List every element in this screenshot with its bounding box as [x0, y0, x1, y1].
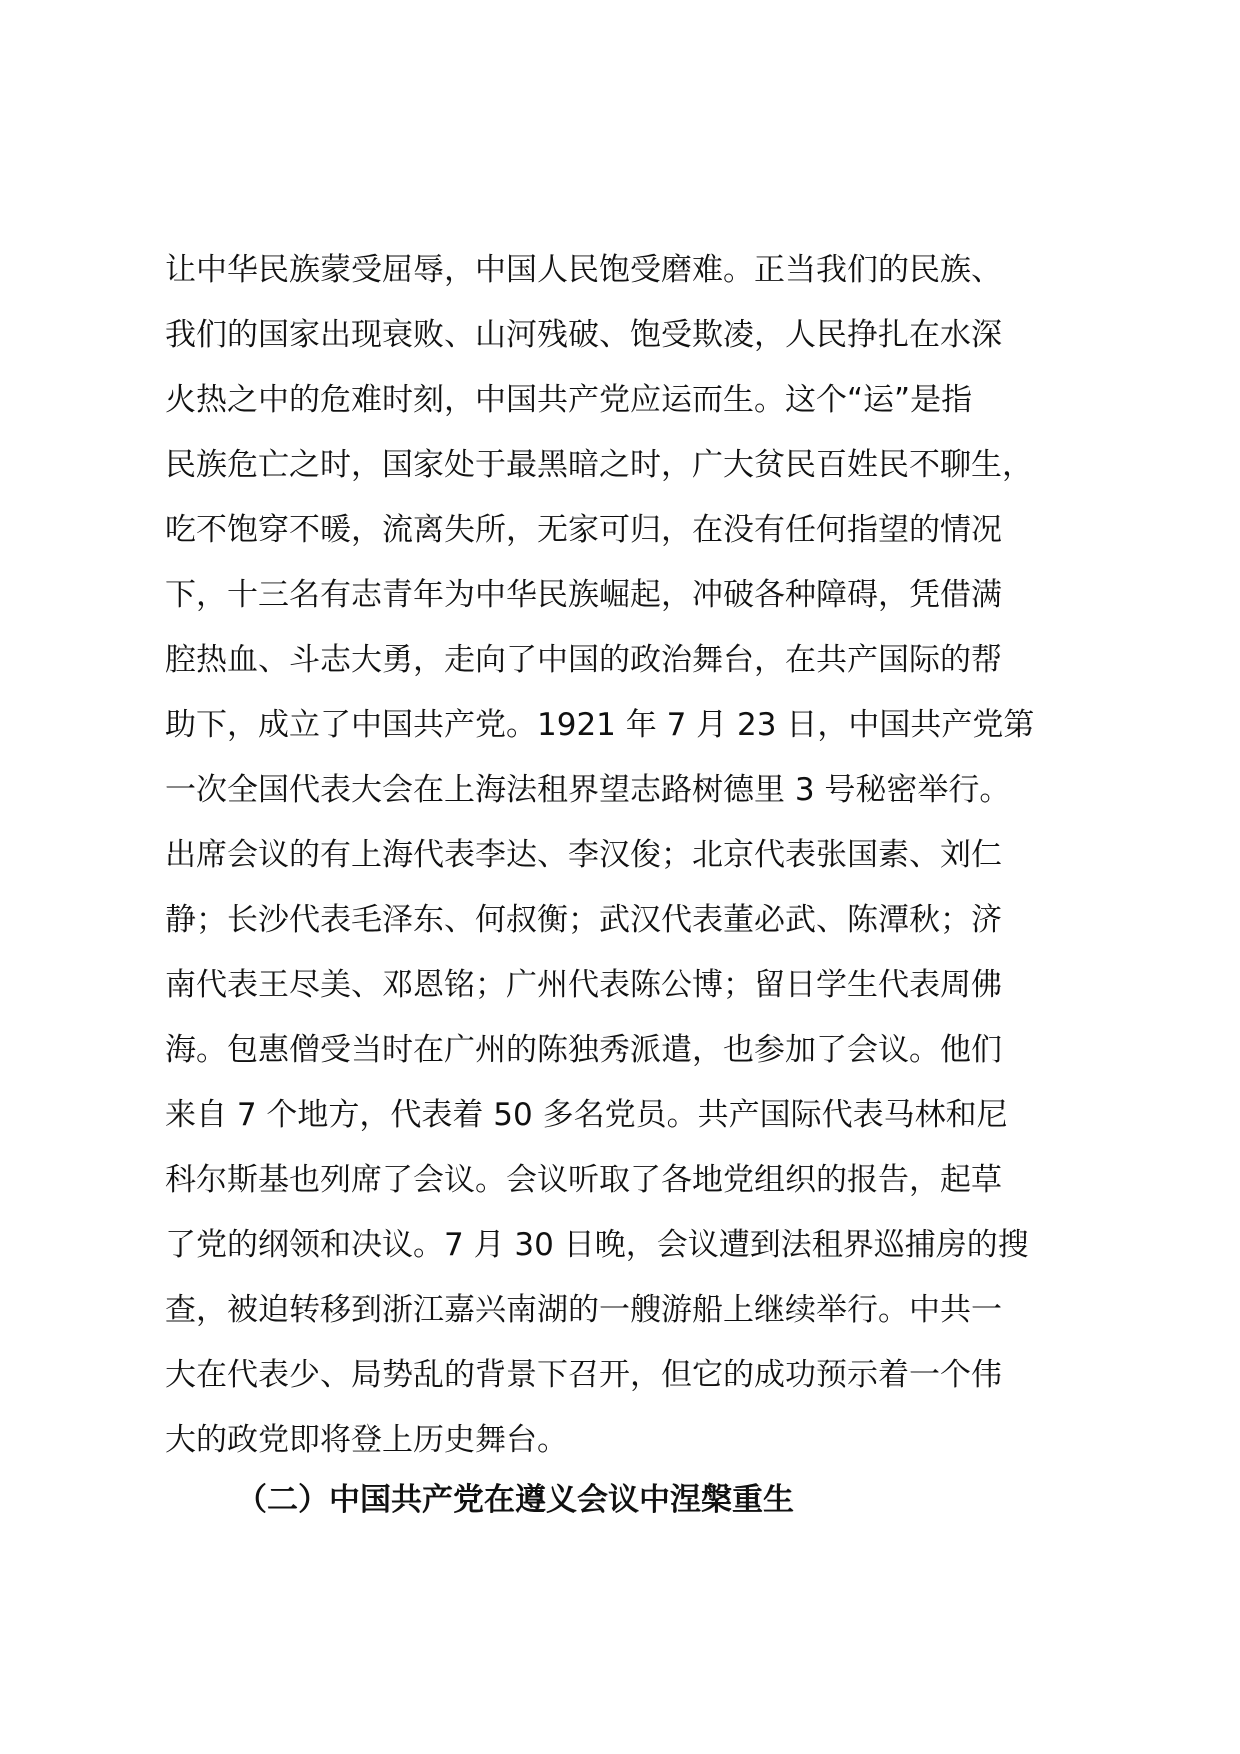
paragraph-line: 静；长沙代表毛泽东、何叔衡；武汉代表董必武、陈潭秋；济	[165, 902, 1002, 938]
paragraph-line: 大在代表少、局势乱的背景下召开，但它的成功预示着一个伟	[165, 1357, 1002, 1393]
paragraph-line: 腔热血、斗志大勇，走向了中国的政治舞台，在共产国际的帮	[165, 642, 1002, 678]
paragraph-line: 查，被迫转移到浙江嘉兴南湖的一艘游船上继续举行。中共一	[165, 1292, 1002, 1328]
paragraph-line: 南代表王尽美、邓恩铭；广州代表陈公博；留日学生代表周佛	[165, 967, 1002, 1003]
paragraph-line: 民族危亡之时，国家处于最黑暗之时，广大贫民百姓民不聊生，	[165, 447, 1033, 483]
paragraph-line: 科尔斯基也列席了会议。会议听取了各地党组织的报告，起草	[165, 1162, 1002, 1198]
paragraph-line: 助下，成立了中国共产党。1921 年 7 月 23 日，中国共产党第	[165, 707, 1035, 743]
section-heading: （二）中国共产党在遵义会议中涅槃重生	[236, 1482, 794, 1518]
paragraph-line: 一次全国代表大会在上海法租界望志路树德里 3 号秘密举行。	[165, 772, 1011, 808]
paragraph-line: 出席会议的有上海代表李达、李汉俊；北京代表张国素、刘仁	[165, 837, 1002, 873]
paragraph-line: 了党的纲领和决议。7 月 30 日晚，会议遭到法租界巡捕房的搜	[165, 1227, 1029, 1263]
body-paragraph	[165, 238, 1105, 1473]
paragraph-line: 大的政党即将登上历史舞台。	[165, 1422, 568, 1458]
paragraph-line: 海。包惠僧受当时在广州的陈独秀派遣，也参加了会议。他们	[165, 1032, 1002, 1068]
paragraph-line: 来自 7 个地方，代表着 50 多名党员。共产国际代表马林和尼	[165, 1097, 1008, 1133]
paragraph-line: 下，十三名有志青年为中华民族崛起，冲破各种障碍，凭借满	[165, 577, 1002, 613]
paragraph-line: 让中华民族蒙受屈辱，中国人民饱受磨难。正当我们的民族、	[165, 252, 1002, 288]
paragraph-line: 吃不饱穿不暖，流离失所，无家可归，在没有任何指望的情况	[165, 512, 1002, 548]
paragraph-line: 火热之中的危难时刻，中国共产党应运而生。这个“运”是指	[165, 382, 973, 418]
paragraph-line: 我们的国家出现衰败、山河残破、饱受欺凌，人民挣扎在水深	[165, 317, 1002, 353]
